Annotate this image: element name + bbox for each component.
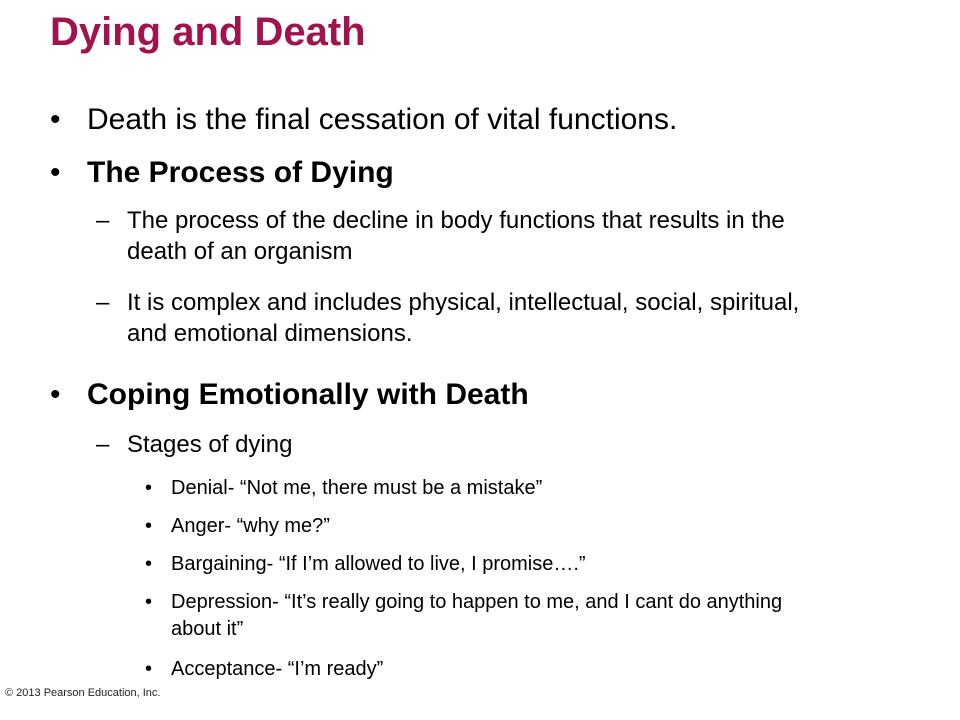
stage-text: Depression- “It’s really going to happen to me, and I cant do anything about it” <box>171 591 783 640</box>
section-heading-process: The Process of Dying <box>87 156 394 189</box>
dash-icon: – <box>96 289 110 316</box>
bullet-icon: • <box>145 477 153 499</box>
stage-text: Anger- “why me?” <box>171 515 330 537</box>
dash-icon: – <box>96 431 110 458</box>
dash-icon: – <box>96 207 110 234</box>
bullet-icon: • <box>50 378 61 411</box>
bullet-icon: • <box>145 591 153 613</box>
bullet-text: Death is the final cessation of vital functions. <box>87 103 678 136</box>
section-heading-coping: Coping Emotionally with Death <box>87 378 529 411</box>
sub-item-text: It is complex and includes physical, intellectual, social, spiritual, and emotional dimensions. <box>127 289 800 347</box>
bullet-icon: • <box>145 658 153 680</box>
stage-text: Acceptance- “I’m ready” <box>171 658 384 680</box>
slide-title: Dying and Death <box>50 10 366 54</box>
sub-item-text: The process of the decline in body functions that results in the death of an organism <box>127 207 785 265</box>
stage-text: Bargaining- “If I’m allowed to live, I promise….” <box>171 553 586 575</box>
bullet-icon: • <box>145 553 153 575</box>
bullet-icon: • <box>50 103 61 136</box>
bullet-icon: • <box>50 156 61 189</box>
copyright-notice: © 2013 Pearson Education, Inc. <box>5 687 161 699</box>
bullet-icon: • <box>145 515 153 537</box>
sub-item-text: Stages of dying <box>127 431 293 458</box>
stage-text: Denial- “Not me, there must be a mistake” <box>171 477 543 499</box>
